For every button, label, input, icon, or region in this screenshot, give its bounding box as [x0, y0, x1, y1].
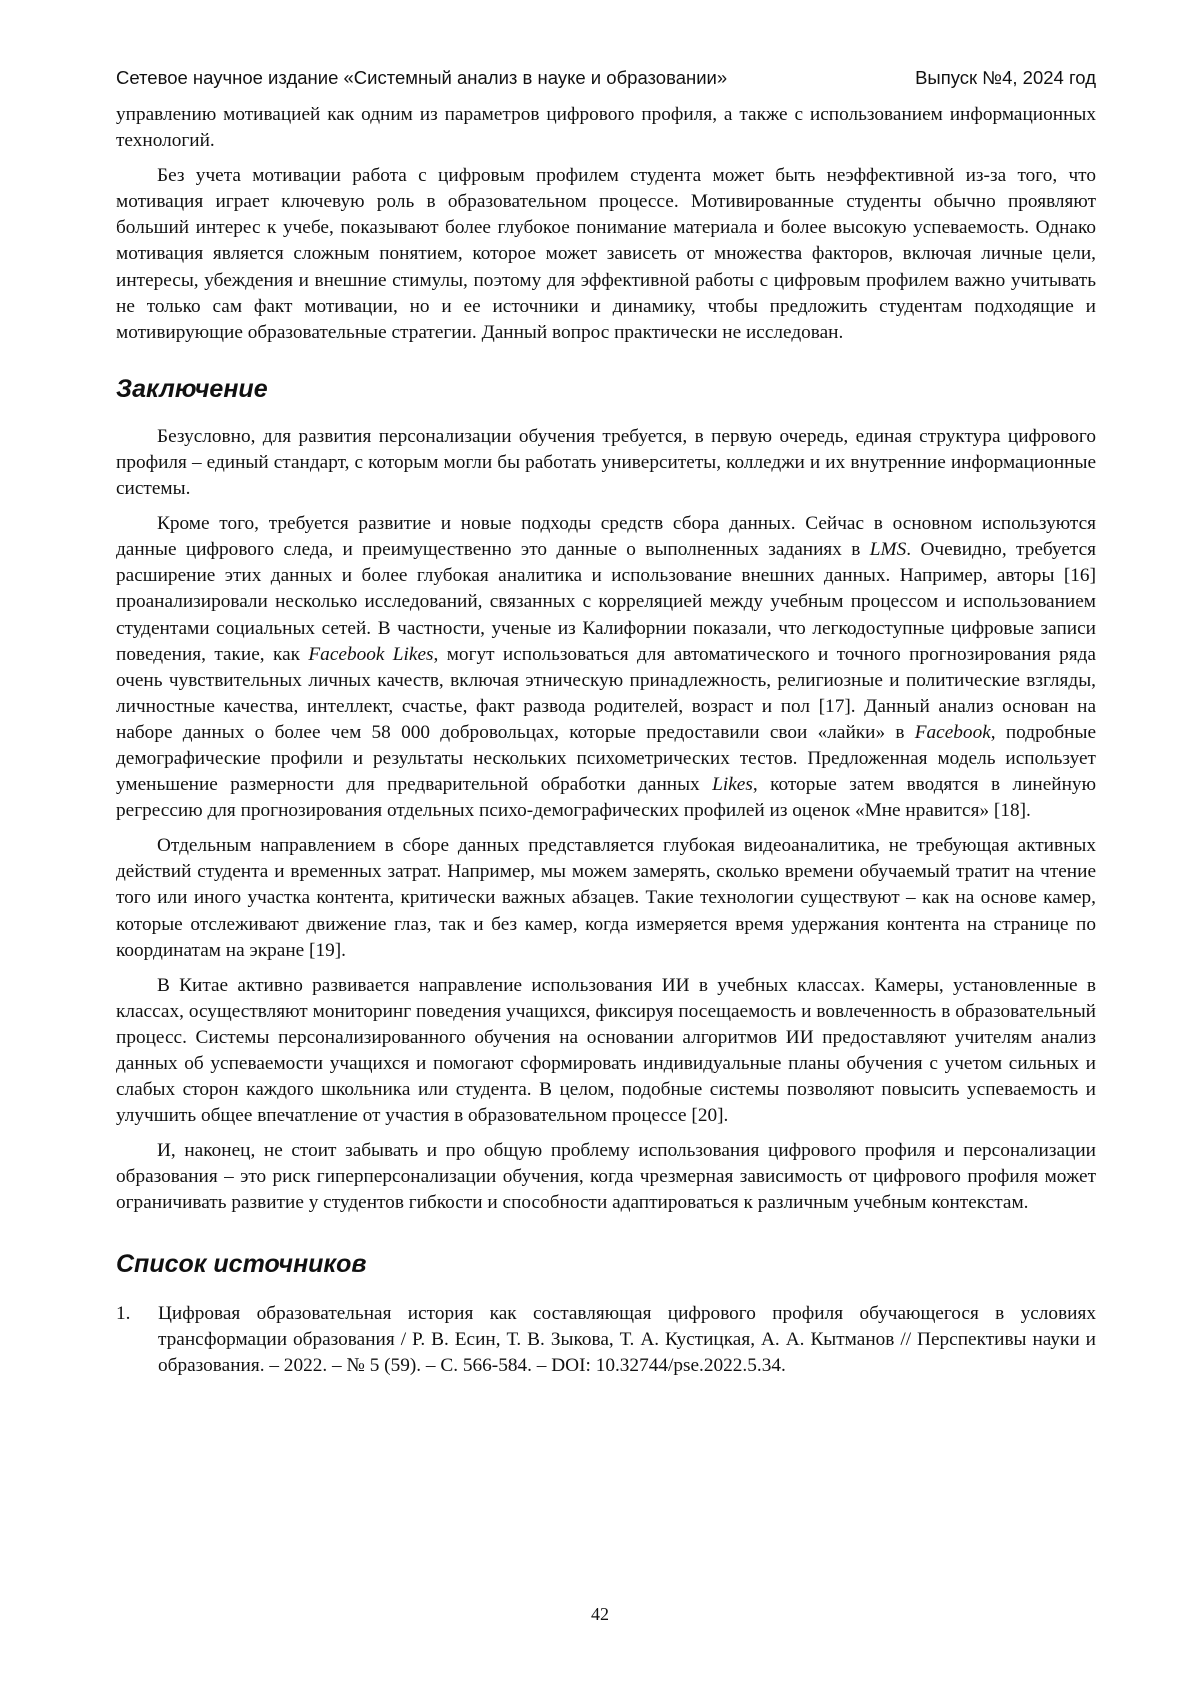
facebook-likes-term: Facebook Likes — [308, 644, 433, 665]
reference-item — [116, 1301, 1096, 1379]
reference-number: 1. — [116, 1301, 158, 1379]
references-list — [116, 1301, 1096, 1379]
conclusion-paragraph-4: В Китае активно развивается направление использования ИИ в учебных классах. Камеры, установленные в классах, осуществляют мониторинг поведения учащихся, фиксируя посещаемость и вовлеченность в образовательный процесс. Системы персонализированного обучения на основании алгоритмов ИИ предоставляют учителям анализ данных об успеваемости учащихся и помогают сформировать индивидуальные планы обучения с учетом сильных и слабых сторон каждого школьника или студента. В целом, подобные системы позволяют повысить успеваемость и улучшить общее впечатление от участия в образовательном процессе [20]. — [116, 973, 1096, 1130]
conclusion-heading: Заключение — [116, 374, 1096, 404]
conclusion-paragraph-1: Безусловно, для развития персонализации обучения требуется, в первую очередь, единая структура цифрового профиля – единый стандарт, с которым могли бы работать университеты, колледжи и их внутренние информационные системы. — [116, 424, 1096, 502]
running-header — [116, 66, 1096, 92]
conclusion-paragraph-2: Кроме того, требуется развитие и новые подходы средств сбора данных. Сейчас в основном используются данные цифрового следа, и преимущественно это данные о выполненных заданиях в LMS. Очевидно, требуется расширение этих данных и более глубокая аналитика и использование внешних данных. Например, авторы [16] проанализировали несколько исследований, связанных с корреляцией между учебным процессом и использованием студентами социальных сетей. В частности, ученые из Калифорнии показали, что легкодоступные цифровые записи поведения, такие, как Facebook Likes, могут использоваться для автоматического и точного прогнозирования ряда очень чувствительных личных качеств, включая этническую принадлежность, религиозные и политические взгляды, личностные качества, интеллект, счастье, факт развода родителей, возраст и пол [17]. Данный анализ основан на наборе данных о более чем 58 000 добровольцах, которые предоставили свои «лайки» в Facebook, подробные демографические профили и результаты нескольких психометрических тестов. Предложенная модель использует уменьшение размерности для предварительной обработки данных Likes, которые затем вводятся в линейную регрессию для прогнозирования отдельных психо-демографических профилей из оценок «Мне нравится» [18]. — [116, 511, 1096, 824]
references-heading: Список источников — [116, 1249, 1096, 1279]
lms-term: LMS — [870, 539, 906, 560]
paragraph-continuation: управлению мотивацией как одним из параметров цифрового профиля, а также с использованием информационных технологий. — [116, 102, 1096, 154]
likes-term: Likes — [712, 774, 753, 795]
page-number: 42 — [0, 1604, 1200, 1625]
reference-text: Цифровая образовательная история как составляющая цифрового профиля обучающегося в условиях трансформации образования / Р. В. Есин, Т. В. Зыкова, Т. А. Кустицкая, А. А. Кытманов // Перспективы науки и образования. – 2022. – № 5 (59). – С. 566-584. – DOI: 10.32744/pse.2022.5.34. — [158, 1301, 1096, 1379]
paragraph-motivation: Без учета мотивации работа с цифровым профилем студента может быть неэффективной из-за того, что мотивация играет ключевую роль в образовательном процессе. Мотивированные студенты обычно проявляют больший интерес к учебе, показывают более глубокое понимание материала и более высокую успеваемость. Однако мотивация является сложным понятием, которое может зависеть от множества факторов, включая личные цели, интересы, убеждения и внешние стимулы, поэтому для эффективной работы с цифровым профилем важно учитывать не только сам факт мотивации, но и ее источники и динамику, чтобы предложить студентам подходящие и мотивирующие образовательные стратегии. Данный вопрос практически не исследован. — [116, 163, 1096, 346]
document-page — [116, 66, 1096, 1379]
issue-label: Выпуск №4, 2024 год — [915, 66, 1096, 90]
conclusion-paragraph-3: Отдельным направлением в сборе данных представляется глубокая видеоаналитика, не требующая активных действий студента и временных затрат. Например, мы можем замерять, сколько времени обучаемый тратит на чтение того или иного участка контента, критически важных абзацев. Такие технологии существуют – как на основе камер, которые отслеживают движение глаз, так и без камер, когда измеряется время удержания контента на странице по координатам на экране [19]. — [116, 833, 1096, 963]
journal-title: Сетевое научное издание «Системный анализ в науке и образовании» — [116, 66, 727, 90]
conclusion-paragraph-5: И, наконец, не стоит забывать и про общую проблему использования цифрового профиля и персонализации образования – это риск гиперперсонализации обучения, когда чрезмерная зависимость от цифрового профиля может ограничивать развитие у студентов гибкости и способности адаптироваться к различным учебным контекстам. — [116, 1138, 1096, 1216]
facebook-term: Facebook — [915, 722, 991, 743]
